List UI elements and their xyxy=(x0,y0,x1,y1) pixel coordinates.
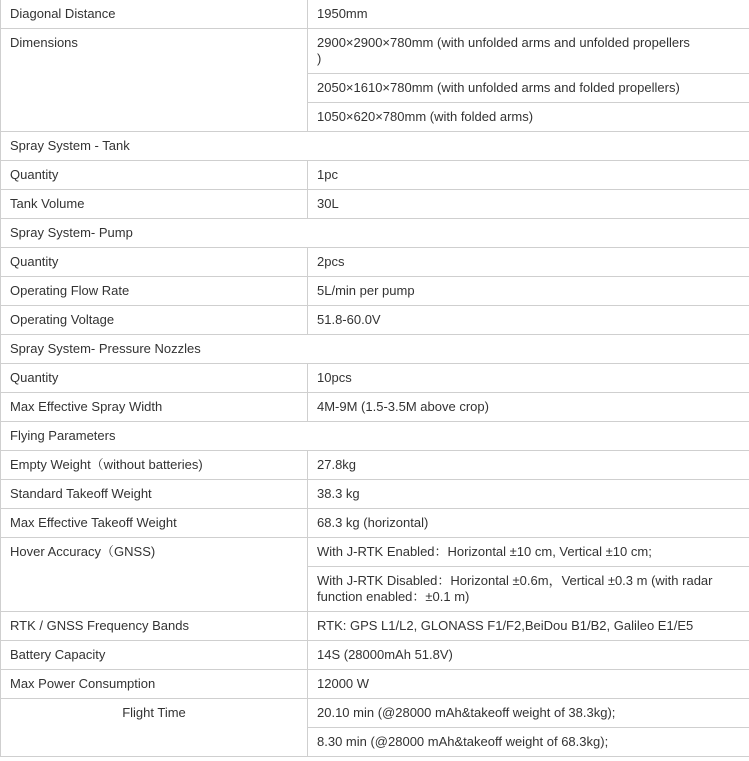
spec-label: Max Effective Takeoff Weight xyxy=(1,509,308,538)
table-row xyxy=(1,538,749,567)
table-row xyxy=(1,29,749,74)
spec-value: 4M-9M (1.5-3.5M above crop) xyxy=(308,393,749,422)
table-row xyxy=(1,0,749,29)
spec-value: 20.10 min (@28000 mAh&takeoff weight of 38.3kg); xyxy=(308,699,749,728)
spec-value: 2050×1610×780mm (with unfolded arms and folded propellers) xyxy=(308,74,749,103)
spec-label: Empty Weight（without batteries) xyxy=(1,451,308,480)
section-row xyxy=(1,422,749,451)
spec-label: Dimensions xyxy=(1,29,308,132)
spec-value: 1pc xyxy=(308,161,749,190)
section-row xyxy=(1,132,749,161)
spec-value: 8.30 min (@28000 mAh&takeoff weight of 68.3kg); xyxy=(308,728,749,757)
spec-label: Battery Capacity xyxy=(1,641,308,670)
spec-label: RTK / GNSS Frequency Bands xyxy=(1,612,308,641)
spec-value: 68.3 kg (horizontal) xyxy=(308,509,749,538)
table-row xyxy=(1,161,749,190)
section-heading: Spray System - Tank xyxy=(1,132,749,161)
spec-table-body xyxy=(1,0,749,757)
table-row xyxy=(1,641,749,670)
table-row xyxy=(1,190,749,219)
table-row xyxy=(1,670,749,699)
spec-label: Operating Flow Rate xyxy=(1,277,308,306)
section-row xyxy=(1,335,749,364)
spec-value: 10pcs xyxy=(308,364,749,393)
spec-label: Quantity xyxy=(1,364,308,393)
spec-value: 30L xyxy=(308,190,749,219)
section-heading: Spray System- Pump xyxy=(1,219,749,248)
spec-value: 14S (28000mAh 51.8V) xyxy=(308,641,749,670)
spec-value: 27.8kg xyxy=(308,451,749,480)
spec-label: Operating Voltage xyxy=(1,306,308,335)
spec-label: Quantity xyxy=(1,248,308,277)
table-row xyxy=(1,509,749,538)
spec-value: 12000 W xyxy=(308,670,749,699)
spec-label: Diagonal Distance xyxy=(1,0,308,29)
spec-value: RTK: GPS L1/L2, GLONASS F1/F2,BeiDou B1/B2, Galileo E1/E5 xyxy=(308,612,749,641)
spec-label: Max Effective Spray Width xyxy=(1,393,308,422)
spec-label: Tank Volume xyxy=(1,190,308,219)
spec-label: Flight Time xyxy=(1,699,308,757)
spec-value: 2pcs xyxy=(308,248,749,277)
table-row xyxy=(1,480,749,509)
spec-value: With J-RTK Enabled：Horizontal ±10 cm, Vertical ±10 cm; xyxy=(308,538,749,567)
section-heading: Spray System- Pressure Nozzles xyxy=(1,335,749,364)
table-row xyxy=(1,277,749,306)
table-row xyxy=(1,451,749,480)
spec-value: 2900×2900×780mm (with unfolded arms and unfolded propellers ) xyxy=(308,29,749,74)
spec-label: Hover Accuracy（GNSS) xyxy=(1,538,308,612)
table-row xyxy=(1,306,749,335)
table-row xyxy=(1,248,749,277)
spec-label: Quantity xyxy=(1,161,308,190)
spec-value: 1050×620×780mm (with folded arms) xyxy=(308,103,749,132)
spec-value: With J-RTK Disabled：Horizontal ±0.6m，Vertical ±0.3 m (with radar function enabled：±0.1 m) xyxy=(308,567,749,612)
table-row xyxy=(1,364,749,393)
table-row xyxy=(1,612,749,641)
spec-label: Max Power Consumption xyxy=(1,670,308,699)
spec-value: 51.8-60.0V xyxy=(308,306,749,335)
table-row xyxy=(1,393,749,422)
section-row xyxy=(1,219,749,248)
table-row xyxy=(1,699,749,728)
spec-value: 1950mm xyxy=(308,0,749,29)
section-heading: Flying Parameters xyxy=(1,422,749,451)
spec-value: 38.3 kg xyxy=(308,480,749,509)
spec-value: 5L/min per pump xyxy=(308,277,749,306)
spec-label: Standard Takeoff Weight xyxy=(1,480,308,509)
